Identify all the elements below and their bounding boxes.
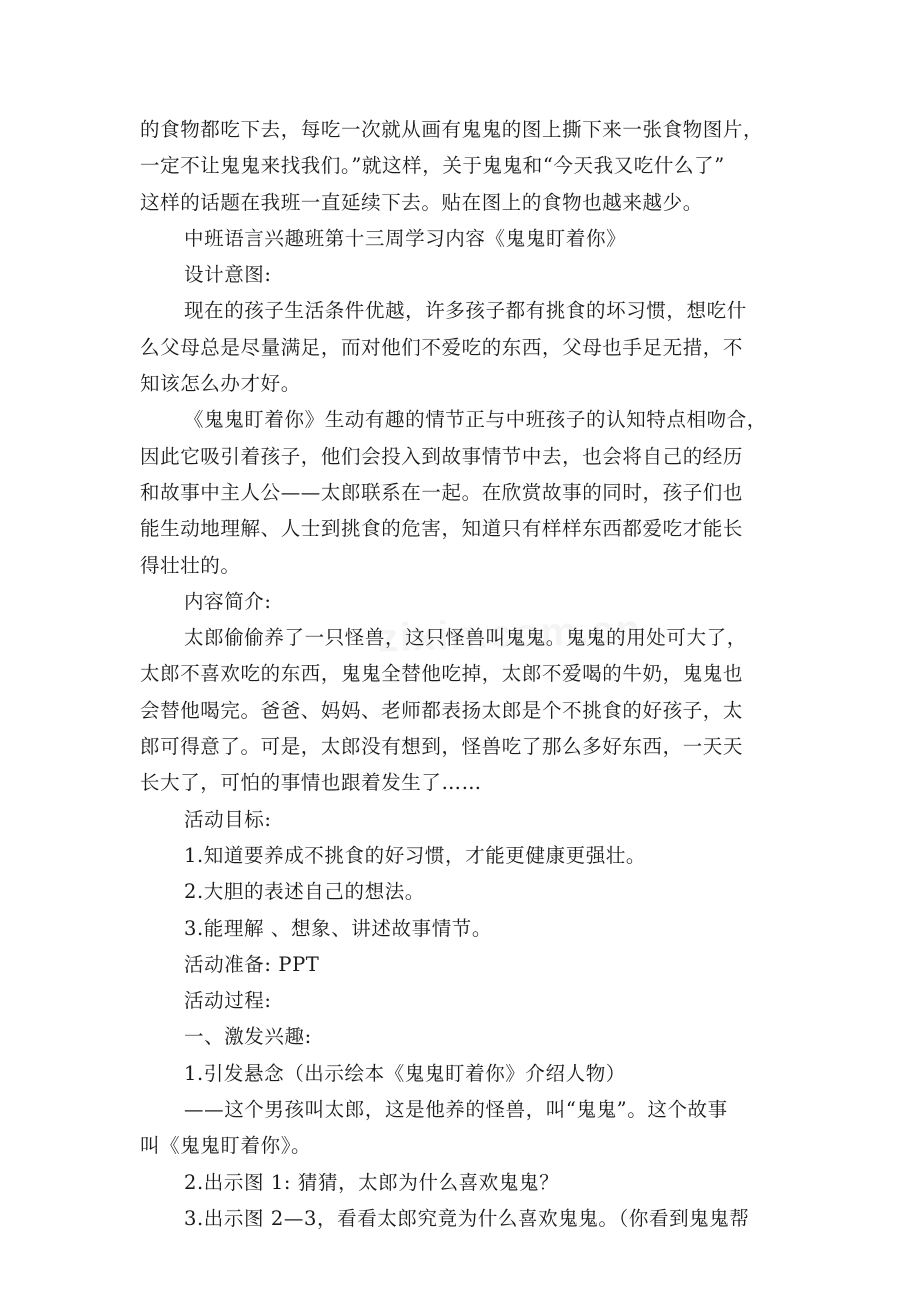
text-line: 这样的话题在我班一直延续下去。贴在图上的食物也越来越少。 <box>140 190 703 214</box>
text-line: 得壮壮的。 <box>140 553 241 577</box>
text-line: 么父母总是尽量满足，而对他们不爱吃的东西，父母也手足无措，不 <box>140 335 744 359</box>
text-line: 1.知道要养成不挑食的好习惯，才能更健康更强壮。 <box>184 843 647 867</box>
text-line: ——这个男孩叫太郎，这是他养的怪兽，叫“鬼鬼”。这个故事 <box>184 1098 728 1122</box>
text-line: 内容简介: <box>184 589 272 613</box>
text-line: 太郎偷偷养了一只怪兽，这只怪兽叫鬼鬼。鬼鬼的用处可大了， <box>184 626 747 650</box>
text-line: 会替他喝完。爸爸、妈妈、老师都表扬太郎是个不挑食的好孩子，太 <box>140 698 744 722</box>
text-line: 2.出示图 1: 猜猜，太郎为什么喜欢鬼鬼？ <box>184 1170 560 1194</box>
text-line: 知该怎么办才好。 <box>140 372 301 396</box>
text-line: 3.出示图 2—3，看看太郎究竟为什么喜欢鬼鬼。（你看到鬼鬼帮 <box>184 1206 750 1230</box>
text-line: 叫《鬼鬼盯着你》。 <box>140 1134 312 1158</box>
text-line: 长大了，可怕的事情也跟着发生了…… <box>140 771 482 795</box>
text-line: 设计意图: <box>184 263 272 287</box>
text-line: 1.引发悬念（出示绘本《鬼鬼盯着你》介绍人物） <box>184 1061 626 1085</box>
text-line: 一、激发兴趣: <box>184 1025 312 1049</box>
text-line: 3.能理解 、想象、讲述故事情节。 <box>184 916 493 940</box>
text-line: 中班语言兴趣班第十三周学习内容《鬼鬼盯着你》 <box>184 226 627 250</box>
text-line: 《鬼鬼盯着你》生动有趣的情节正与中班孩子的认知特点相吻合， <box>184 408 767 432</box>
text-line: 能生动地理解、人士到挑食的危害，知道只有样样东西都爱吃才能长 <box>140 517 744 541</box>
text-line: 太郎不喜欢吃的东西，鬼鬼全替他吃掉，太郎不爱喝的牛奶，鬼鬼也 <box>140 662 744 686</box>
text-line: 2.大胆的表述自己的想法。 <box>184 880 425 904</box>
text-line: 活动过程: <box>184 989 272 1013</box>
text-line: 的食物都吃下去，每吃一次就从画有鬼鬼的图上撕下来一张食物图片， <box>140 118 764 141</box>
document-body <box>140 112 790 1237</box>
text-line: 郎可得意了。可是，太郎没有想到，怪兽吃了那么多好东西，一天天 <box>140 735 744 759</box>
text-line: 和故事中主人公——太郎联系在一起。在欣赏故事的同时，孩子们也 <box>140 480 744 504</box>
text-line: 活动目标: <box>184 807 272 831</box>
text-line: 活动准备: PPT <box>184 952 320 976</box>
text-line: 现在的孩子生活条件优越，许多孩子都有挑食的坏习惯，想吃什 <box>184 299 747 323</box>
text-line: 一定不让鬼鬼来找我们。”就这样，关于鬼鬼和“今天我又吃什么了” <box>140 154 725 178</box>
text-line: 因此它吸引着孩子，他们会投入到故事情节中去，也会将自己的经历 <box>140 444 744 468</box>
